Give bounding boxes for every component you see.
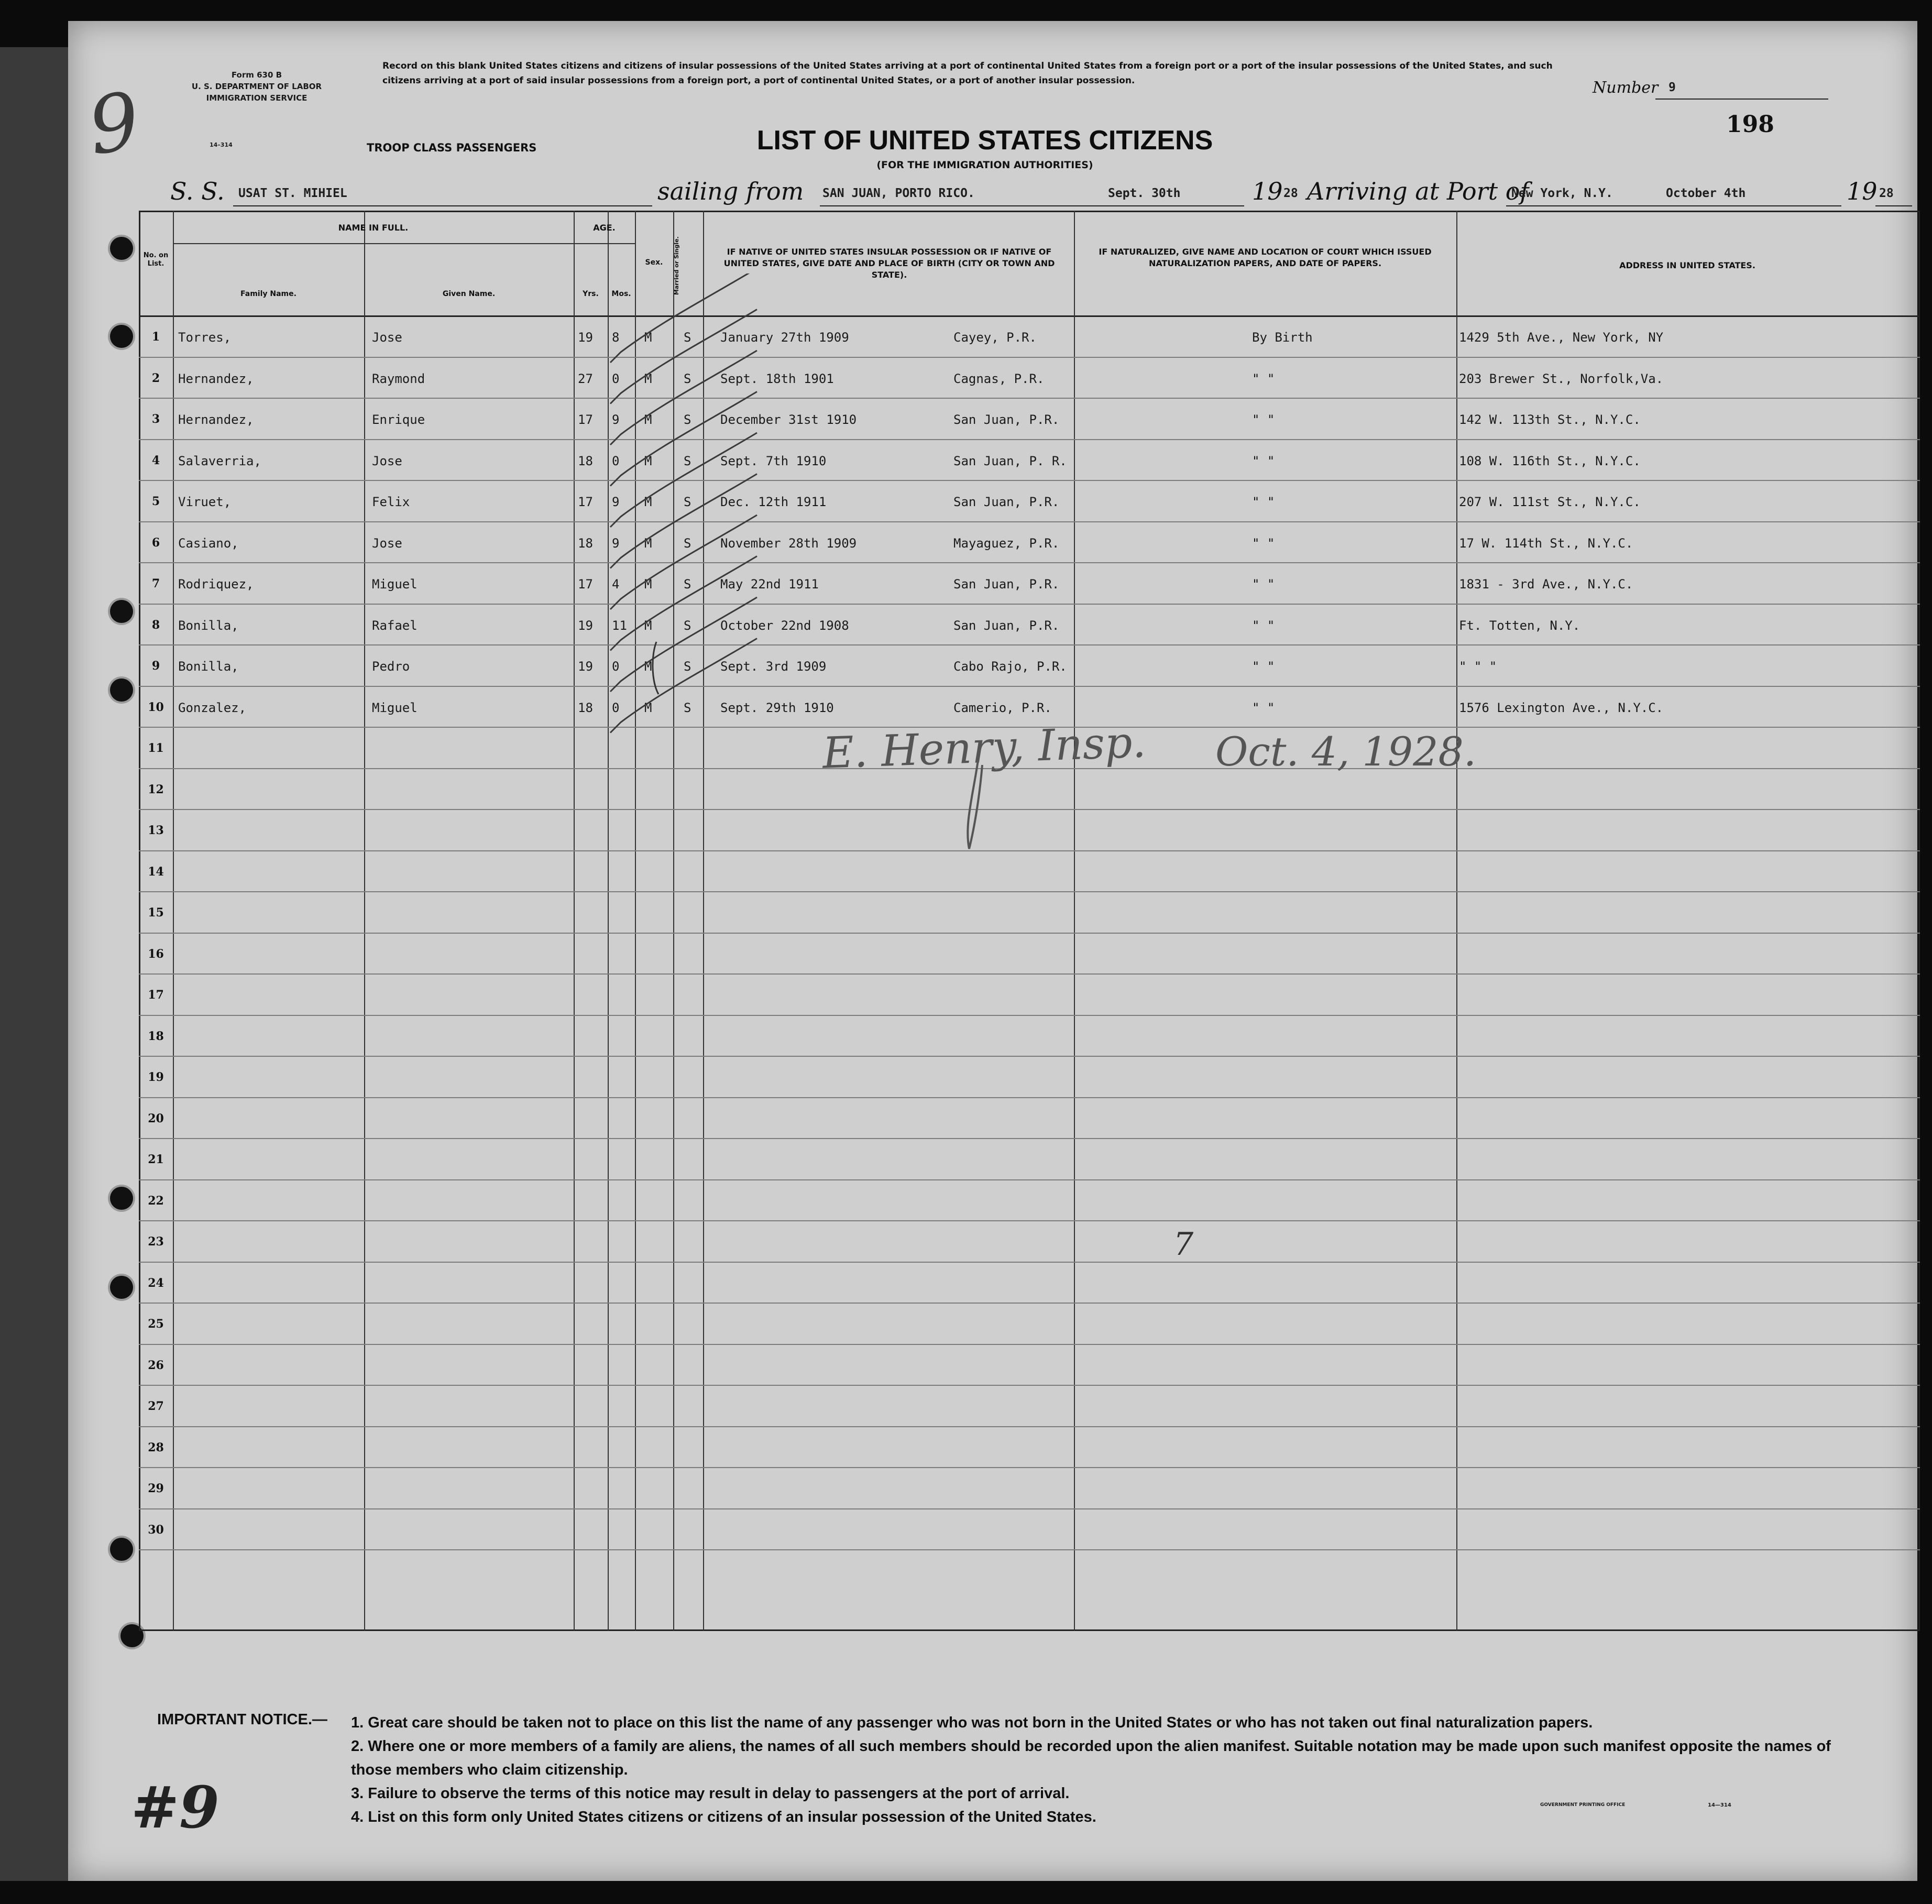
checkmark-stroke	[610, 310, 757, 404]
row-number: 13	[148, 824, 164, 837]
row-divider	[139, 891, 1920, 892]
passenger-table	[139, 211, 1920, 1631]
address-cell: 108 W. 116th St., N.Y.C.	[1459, 453, 1641, 468]
row-divider	[139, 1549, 1920, 1550]
birth-place-cell: San Juan, P.R.	[953, 412, 1060, 427]
birth-place-cell: San Juan, P. R.	[953, 453, 1067, 468]
family-name-cell: Bonilla,	[178, 659, 239, 674]
checkmark-stroke	[610, 556, 757, 651]
notice-label: IMPORTANT NOTICE.—	[157, 1711, 327, 1728]
row-divider	[139, 1467, 1920, 1468]
row-number: 8	[151, 618, 160, 632]
family-name-cell: Salaverria,	[178, 453, 261, 468]
marital-status-cell: S	[684, 577, 691, 592]
row-divider	[139, 357, 1920, 358]
checkmark-stroke	[610, 392, 757, 486]
row-number: 21	[148, 1153, 164, 1166]
age-years-cell: 18	[578, 453, 593, 468]
form-instructions: Record on this blank United States citizens and citizens of insular possessions of the United States arriving at a port of continental United States from a foreign port or a port of the insular possessions of the United States, and such citizens arriving at a port of said insular possessions from a foreign port, a port of continental United States, or a port of another insular possession.	[382, 61, 1553, 86]
col-age-header: AGE.	[593, 223, 616, 233]
given-name-cell: Jose	[372, 330, 402, 345]
col-sex-header: Sex.	[645, 258, 663, 267]
sex-cell: M	[644, 659, 652, 674]
col-years-header: Yrs.	[583, 290, 599, 298]
bracket-icon	[647, 639, 663, 697]
row-divider	[139, 1303, 1920, 1304]
col-name-header: NAME IN FULL.	[338, 223, 409, 233]
row-number: 19	[148, 1070, 164, 1084]
arrival-port: New York, N.Y.	[1511, 187, 1613, 200]
sex-cell: M	[644, 371, 652, 386]
row-divider	[139, 439, 1920, 440]
departure-port: SAN JUAN, PORTO RICO.	[822, 187, 975, 200]
department-name: U. S. DEPARTMENT OF LABOR	[191, 82, 322, 91]
family-name-cell: Hernandez,	[178, 371, 254, 386]
given-name-cell: Miguel	[372, 577, 418, 592]
notice-item: 2. Where one or more members of a family are aliens, the names of all such members should be recorded upon the alien manifest. Suitable notation may be made upon such manifest opposite the names of those members who claim citizenship.	[351, 1738, 1831, 1778]
given-name-cell: Jose	[372, 453, 402, 468]
row-number: 25	[148, 1317, 164, 1331]
row-divider	[139, 1179, 1920, 1180]
birth-place-cell: Camerio, P.R.	[953, 700, 1052, 715]
given-name-cell: Jose	[372, 535, 402, 551]
marital-status-cell: S	[684, 412, 691, 427]
naturalization-cell: " "	[1252, 535, 1275, 551]
row-number: 7	[151, 577, 160, 590]
family-name-cell: Gonzalez,	[178, 700, 247, 715]
address-cell: Ft. Totten, N.Y.	[1459, 618, 1580, 633]
birth-date-cell: December 31st 1910	[720, 412, 857, 427]
row-number: 29	[148, 1482, 164, 1495]
birth-place-cell: San Juan, P.R.	[953, 495, 1060, 509]
row-number: 10	[148, 700, 164, 714]
row-number: 1	[151, 330, 160, 344]
age-months-cell: 9	[612, 535, 620, 551]
age-years-cell: 18	[578, 535, 593, 551]
address-cell: 17 W. 114th St., N.Y.C.	[1459, 535, 1633, 551]
birth-date-cell: Sept. 29th 1910	[720, 700, 834, 715]
col-no-header: No. on List.	[143, 251, 169, 268]
age-months-cell: 0	[612, 453, 620, 468]
row-divider	[139, 1138, 1920, 1139]
age-years-cell: 19	[578, 659, 593, 674]
form-header	[178, 69, 335, 104]
row-divider	[139, 398, 1920, 399]
row-divider	[139, 1220, 1920, 1221]
naturalization-cell: " "	[1252, 700, 1275, 715]
birth-date-cell: October 22nd 1908	[720, 618, 849, 633]
notice-item: 1. Great care should be taken not to place on this list the name of any passenger who was not born in the United States or who has not taken out final naturalization papers.	[351, 1714, 1593, 1731]
row-divider	[139, 1262, 1920, 1263]
row-divider	[139, 480, 1920, 481]
row-number: 3	[151, 412, 160, 426]
naturalization-cell: " "	[1252, 495, 1275, 509]
marital-status-cell: S	[684, 495, 691, 509]
col-address-header: ADDRESS IN UNITED STATES.	[1619, 260, 1755, 270]
number-label: Number	[1593, 79, 1659, 97]
manifest-sheet	[68, 21, 1917, 1881]
inspector-signature: E. Henry, Insp.	[821, 717, 1147, 779]
marital-status-cell: S	[684, 330, 691, 345]
ship-name: USAT ST. MIHIEL	[238, 187, 347, 200]
signature-flourish-icon	[822, 718, 1137, 875]
naturalization-cell: " "	[1252, 371, 1275, 386]
row-divider	[139, 933, 1920, 934]
naturalization-cell: " "	[1252, 577, 1275, 592]
service-name: IMMIGRATION SERVICE	[206, 93, 308, 103]
address-cell: 1429 5th Ave., New York, NY	[1459, 330, 1664, 345]
birth-date-cell: Sept. 3rd 1909	[720, 659, 827, 674]
margin-number-handwritten: 9	[83, 75, 146, 173]
row-number: 16	[148, 947, 164, 961]
row-divider	[139, 1426, 1920, 1427]
family-name-cell: Hernandez,	[178, 412, 254, 427]
age-years-cell: 17	[578, 412, 593, 427]
notice-item: 3. Failure to observe the terms of this notice may result in delay to passengers at the port of arrival.	[351, 1785, 1070, 1802]
address-cell: " " "	[1459, 659, 1497, 674]
form-code: 14–314	[210, 141, 233, 148]
row-divider	[139, 1015, 1920, 1016]
birth-date-cell: Sept. 18th 1901	[720, 371, 834, 386]
family-name-cell: Rodriquez,	[178, 577, 254, 592]
family-name-cell: Viruet,	[178, 495, 232, 509]
checkmark-stroke	[610, 351, 757, 445]
address-cell: 1576 Lexington Ave., N.Y.C.	[1459, 700, 1664, 715]
family-name-cell: Torres,	[178, 330, 232, 345]
birth-date-cell: Dec. 12th 1911	[720, 495, 827, 509]
row-number: 28	[148, 1440, 164, 1454]
row-number: 30	[148, 1523, 164, 1537]
row-number: 5	[151, 495, 160, 508]
birth-date-cell: November 28th 1909	[720, 535, 857, 551]
birth-place-cell: Cagnas, P.R.	[953, 371, 1045, 386]
col-given-header: Given Name.	[442, 290, 496, 298]
marital-status-cell: S	[684, 700, 691, 715]
age-months-cell: 8	[612, 330, 620, 345]
row-divider	[139, 1097, 1920, 1098]
bottom-mark-handwritten: #9	[131, 1774, 219, 1841]
binding-hole	[110, 679, 133, 702]
col-naturalization-header: IF NATURALIZED, GIVE NAME AND LOCATION OF COURT WHICH ISSUED NATURALIZATION PAPERS, AND DATE OF PAPERS.	[1099, 247, 1432, 268]
marital-status-cell: S	[684, 618, 691, 633]
checkmark-stroke	[610, 433, 757, 527]
row-number: 17	[148, 988, 164, 1002]
col-marital-header: Married or Single.	[673, 236, 680, 295]
birth-date-cell: January 27th 1909	[720, 330, 849, 345]
age-years-cell: 19	[578, 330, 593, 345]
row-divider	[139, 604, 1920, 605]
printer-code: 14—314	[1708, 1802, 1731, 1808]
age-months-cell: 0	[612, 371, 620, 386]
arrival-date: October 4th	[1666, 187, 1746, 200]
page-number: 198	[1726, 111, 1774, 138]
given-name-cell: Enrique	[372, 412, 425, 427]
sex-cell: M	[644, 412, 652, 427]
birth-place-cell: San Juan, P.R.	[953, 618, 1060, 633]
departure-date: Sept. 30th	[1108, 187, 1181, 200]
naturalization-cell: " "	[1252, 618, 1275, 633]
row-divider	[139, 521, 1920, 522]
row-number: 11	[148, 741, 164, 755]
birth-place-cell: Cabo Rajo, P.R.	[953, 659, 1067, 674]
checkmark-stroke	[610, 639, 757, 733]
address-cell: 1831 - 3rd Ave., N.Y.C.	[1459, 577, 1633, 592]
row-number: 6	[151, 535, 160, 550]
age-months-cell: 9	[612, 495, 620, 509]
col-months-header: Mos.	[611, 290, 631, 298]
sex-cell: M	[644, 577, 652, 592]
row-number: 15	[148, 906, 164, 920]
row-divider	[139, 686, 1920, 687]
row-divider	[139, 1344, 1920, 1345]
row-divider	[139, 1056, 1920, 1057]
inspection-date-handwritten: Oct. 4, 1928.	[1215, 728, 1476, 775]
arriving-label: Arriving at Port of	[1307, 177, 1529, 205]
checkmark-stroke	[610, 273, 757, 363]
marital-status-cell: S	[684, 371, 691, 386]
row-bracket-mark	[647, 639, 663, 697]
marital-status-cell: S	[684, 535, 691, 551]
age-months-cell: 11	[612, 618, 627, 633]
row-number: 12	[148, 782, 164, 796]
row-divider	[139, 1508, 1920, 1509]
family-name-cell: Casiano,	[178, 535, 239, 551]
col-family-header: Family Name.	[240, 290, 297, 298]
marital-status-cell: S	[684, 659, 691, 674]
binding-hole	[110, 1276, 133, 1299]
age-years-cell: 18	[578, 700, 593, 715]
age-months-cell: 0	[612, 700, 620, 715]
naturalization-cell: " "	[1252, 453, 1275, 468]
sex-cell: M	[644, 330, 652, 345]
given-name-cell: Rafael	[372, 618, 418, 633]
list-number-field	[1593, 79, 1834, 106]
age-years-cell: 27	[578, 371, 593, 386]
given-name-cell: Miguel	[372, 700, 418, 715]
row-number: 4	[151, 453, 160, 467]
sailing-label: sailing from	[657, 177, 804, 205]
given-name-cell: Pedro	[372, 659, 410, 674]
address-cell: 142 W. 113th St., N.Y.C.	[1459, 412, 1641, 427]
row-divider	[139, 562, 1920, 563]
age-months-cell: 9	[612, 412, 620, 427]
departure-year: 28	[1283, 187, 1298, 200]
row-divider	[139, 973, 1920, 975]
sex-cell: M	[644, 618, 652, 633]
row-number: 26	[148, 1358, 164, 1372]
checkmark-stroke	[610, 597, 757, 692]
number-value: 9	[1668, 81, 1676, 94]
birth-date-cell: May 22nd 1911	[720, 577, 819, 592]
row-number: 9	[151, 659, 160, 673]
marital-status-cell: S	[684, 453, 691, 468]
naturalization-cell: " "	[1252, 659, 1275, 674]
address-cell: 207 W. 111st St., N.Y.C.	[1459, 495, 1641, 509]
age-months-cell: 4	[612, 577, 620, 592]
passenger-class: TROOP CLASS PASSENGERS	[367, 141, 537, 154]
binding-hole	[110, 1538, 133, 1561]
center-mark-handwritten: 7	[1173, 1226, 1194, 1263]
scan-edge-strip	[0, 47, 68, 1881]
printer-name: GOVERNMENT PRINTING OFFICE	[1540, 1802, 1626, 1808]
arrival-year-prefix: 19	[1847, 177, 1878, 205]
row-number: 23	[148, 1235, 164, 1249]
naturalization-cell: By Birth	[1252, 330, 1313, 345]
checkmark-stroke	[610, 515, 757, 609]
binding-hole	[110, 237, 133, 260]
age-years-cell: 17	[578, 577, 593, 592]
sex-cell: M	[644, 700, 652, 715]
row-number: 14	[148, 865, 164, 879]
notice-item: 4. List on this form only United States citizens or citizens of an insular possession of the United States.	[351, 1809, 1096, 1825]
row-number: 2	[151, 371, 160, 385]
naturalization-cell: " "	[1252, 412, 1275, 427]
age-months-cell: 0	[612, 659, 620, 674]
birth-place-cell: Mayaguez, P.R.	[953, 535, 1060, 551]
given-name-cell: Felix	[372, 495, 410, 509]
row-number: 27	[148, 1399, 164, 1413]
address-cell: 203 Brewer St., Norfolk,Va.	[1459, 371, 1664, 386]
sex-cell: M	[644, 535, 652, 551]
ss-label: S. S.	[170, 177, 225, 205]
binding-hole	[110, 600, 133, 623]
family-name-cell: Bonilla,	[178, 618, 239, 633]
row-divider	[139, 644, 1920, 645]
form-number: Form 630 B	[231, 70, 282, 80]
birth-place-cell: San Juan, P.R.	[953, 577, 1060, 592]
row-number: 22	[148, 1194, 164, 1208]
col-birth-header: IF NATIVE OF UNITED STATES INSULAR POSSESSION OR IF NATIVE OF UNITED STATES, GIVE DATE AND PLACE OF BIRTH (CITY OR TOWN AND STATE).	[723, 247, 1055, 280]
voyage-line	[170, 177, 1894, 209]
signature-flourish	[822, 718, 1137, 875]
sex-cell: M	[644, 495, 652, 509]
departure-year-prefix: 19	[1252, 177, 1283, 205]
age-years-cell: 19	[578, 618, 593, 633]
row-number: 18	[148, 1029, 164, 1043]
row-number: 24	[148, 1276, 164, 1290]
given-name-cell: Raymond	[372, 371, 425, 386]
checkmark-stroke	[610, 474, 757, 568]
birth-place-cell: Cayey, P.R.	[953, 330, 1037, 345]
birth-date-cell: Sept. 7th 1910	[720, 453, 827, 468]
sex-cell: M	[644, 453, 652, 468]
row-divider	[139, 1385, 1920, 1386]
age-years-cell: 17	[578, 495, 593, 509]
page-subtitle: (FOR THE IMMIGRATION AUTHORITIES)	[876, 159, 1093, 171]
binding-hole	[110, 325, 133, 348]
notice-items	[351, 1711, 1870, 1829]
row-number: 20	[148, 1111, 164, 1125]
arrival-year: 28	[1879, 187, 1894, 200]
page-title: LIST OF UNITED STATES CITIZENS	[756, 125, 1213, 156]
binding-hole	[110, 1187, 133, 1210]
